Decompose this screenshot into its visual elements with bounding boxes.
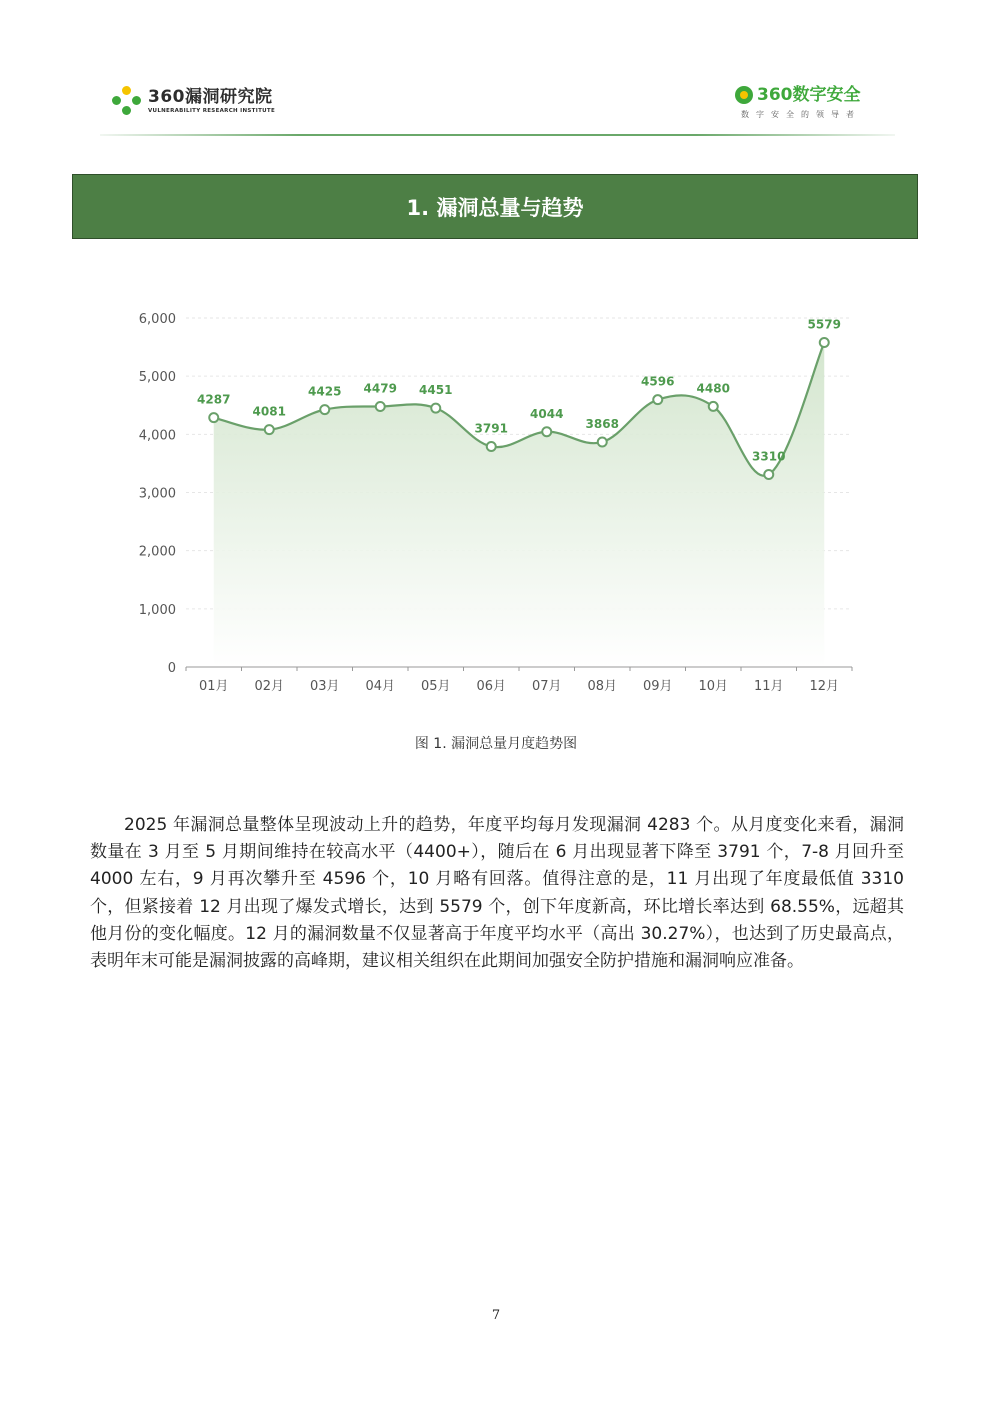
trend-chart — [120, 300, 870, 710]
data-label: 4081 — [252, 404, 286, 419]
left-logo-subtitle: VULNERABILITY RESEARCH INSTITUTE — [148, 107, 276, 114]
data-point — [820, 338, 829, 347]
data-point — [653, 395, 662, 404]
data-point — [709, 402, 718, 411]
y-tick-label: 2,000 — [138, 544, 176, 560]
x-tick-label: 01月 — [198, 679, 229, 694]
x-tick-label: 03月 — [309, 679, 340, 694]
x-tick-label: 09月 — [642, 679, 673, 694]
section-title: 1. 漏洞总量与趋势 — [406, 195, 584, 220]
data-label: 4596 — [641, 374, 675, 389]
data-point — [542, 427, 551, 436]
y-tick-label: 5,000 — [138, 370, 176, 386]
logo-dots-icon — [112, 86, 142, 116]
data-label: 4451 — [419, 383, 453, 398]
x-tick-label: 11月 — [753, 679, 784, 694]
right-logo-subtitle: 数字安全的领导者 — [741, 110, 861, 119]
analysis-paragraph: 2025 年漏洞总量整体呈现波动上升的趋势，年度平均每月发现漏洞 4283 个。从月度变化来看，漏洞数量在 3 月至 5 月期间维持在较高水平（4400+），随后在 6 月出现显著下降至 3791 个，7-8 月回升至 4000 左右，9 月再次攀升至 4596 个，10 月略有回落。值得注意的是，11 月出现了年度最低值 3310 个，但紧接着 12 月出现了爆发式增长，达到 5579 个，创下年度新高，环比增长率达到 68.55%，远超其他月份的变化幅度。12 月的漏洞数量不仅显著高于年度平均水平（高出 30.27%），也达到了历史最高点，表明年末可能是漏洞披露的高峰期，建议相关组织在此期间加强安全防护措施和漏洞响应准备。 — [90, 815, 904, 972]
data-label: 4287 — [197, 392, 231, 407]
data-point — [376, 402, 385, 411]
data-label: 4479 — [363, 381, 397, 396]
data-label: 4425 — [308, 384, 342, 399]
header-divider — [100, 134, 895, 136]
figure-caption: 图 1. 漏洞总量月度趋势图 — [414, 736, 578, 752]
logo-circle-icon — [735, 86, 753, 104]
y-tick-label: 1,000 — [138, 602, 176, 618]
vulnerability-institute-logo — [112, 86, 275, 116]
series-area — [214, 342, 825, 667]
section-banner — [72, 174, 918, 239]
y-tick-label: 0 — [167, 661, 176, 676]
data-label: 4480 — [696, 381, 730, 396]
data-point — [320, 405, 329, 414]
digital-security-logo — [735, 86, 861, 120]
data-label: 3868 — [585, 417, 619, 432]
x-tick-label: 06月 — [476, 679, 507, 694]
page-header — [0, 0, 992, 140]
y-tick-label: 4,000 — [138, 428, 176, 444]
trend-chart-svg — [120, 300, 870, 710]
data-point — [431, 404, 440, 413]
data-point — [487, 442, 496, 451]
right-logo-title: 360数字安全 — [757, 85, 861, 105]
y-tick-label: 6,000 — [138, 312, 176, 327]
x-tick-label: 02月 — [254, 679, 285, 694]
data-label: 5579 — [807, 317, 841, 332]
left-logo-title: 360漏洞研究院 — [148, 86, 273, 107]
data-point — [764, 470, 773, 479]
data-point — [598, 438, 607, 447]
data-label: 4044 — [530, 406, 564, 421]
page-number: 7 — [491, 1308, 501, 1323]
data-label: 3310 — [752, 449, 786, 464]
x-tick-label: 08月 — [587, 679, 618, 694]
x-tick-label: 04月 — [365, 679, 396, 694]
y-tick-label: 3,000 — [138, 486, 176, 502]
data-point — [265, 425, 274, 434]
x-tick-label: 12月 — [809, 679, 840, 694]
data-point — [209, 413, 218, 422]
x-tick-label: 05月 — [420, 679, 451, 694]
x-tick-label: 10月 — [698, 679, 729, 694]
x-tick-label: 07月 — [531, 679, 562, 694]
data-label: 3791 — [474, 421, 508, 436]
